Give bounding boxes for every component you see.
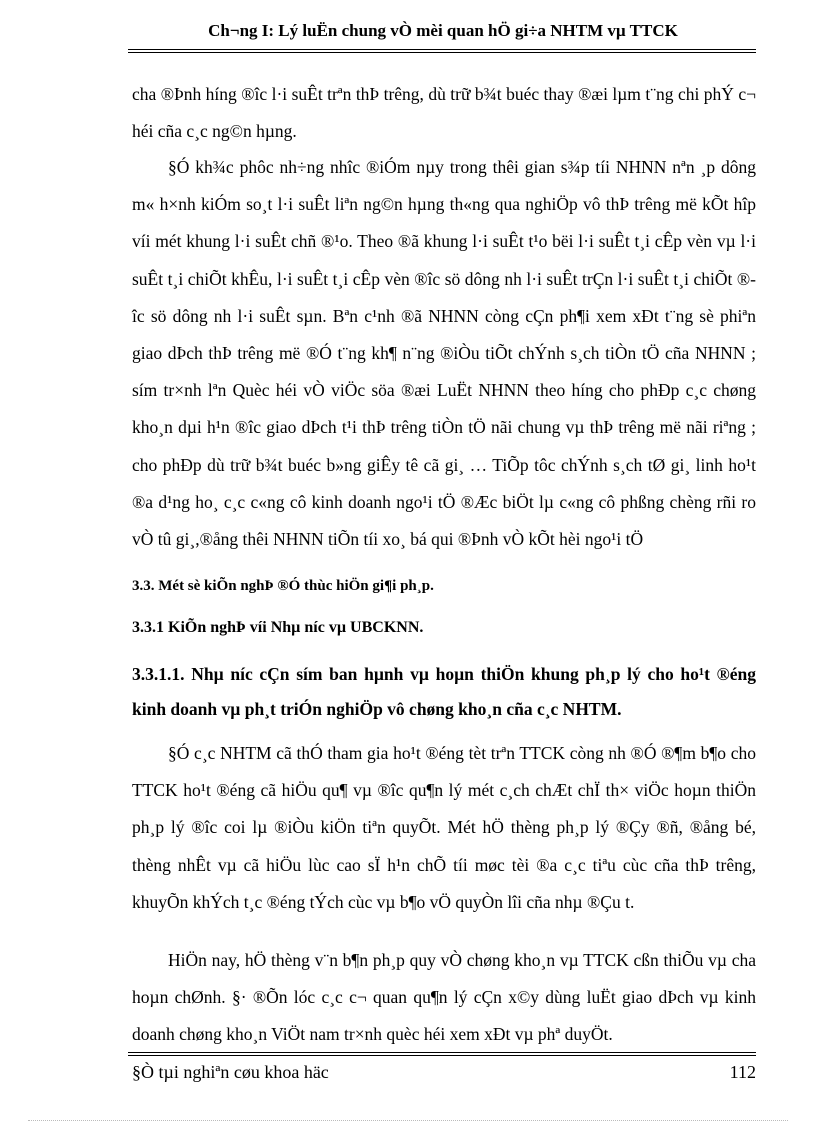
paragraph-4: HiÖn nay, hÖ thèng v¨n b¶n ph¸p quy vÒ chøng kho¸n vµ TTCK cßn thiÕu vµ cha hoµn chØnh. §· ®Õn lóc c¸c c¬ quan qu¶n lý cÇn x©y dùng luËt giao dÞch vµ kinh doanh chøng kho¸n ViÖt nam tr×nh quèc héi xem xÐt vµ phª duyÖt. — [132, 950, 756, 1045]
subsection-heading-3-3-1: 3.3.1 KiÕn nghÞ víi Nhµ níc vµ UBCKNN. — [132, 619, 424, 636]
footer-text: §Ò tµi nghiªn cøu khoa häc — [132, 1062, 329, 1082]
paragraph-1: cha ®Þnh híng ®îc l·i suÊt trªn thÞ trêng, dù trữ b¾t buéc thay ®æi lµm t¨ng chi phÝ c¬ héi cña c¸c ng©n hµng. — [132, 84, 756, 142]
footer-rule — [128, 1052, 756, 1053]
paragraph-2-container — [132, 149, 756, 558]
paragraph-3-container — [132, 735, 756, 921]
page-number: 112 — [729, 1062, 756, 1082]
paragraph-3: §Ó c¸c NHTM cã thÓ tham gia ho¹t ®éng tèt trªn TTCK còng nh ®Ó ®¶m b¶o cho TTCK ho¹t ®éng cã hiÖu qu¶ vµ ®îc qu¶n lý mét c¸ch chÆt chÏ th× viÖc hoµn thiÖn ph¸p lý ®îc coi lµ ®iÒu kiÖn tiªn quyÕt. Mét hÖ thèng ph¸p lý ®Çy ®ñ, ®ång bé, thèng nhÊt vµ cã hiÖu lùc cao sÏ h¹n chÕ tíi møc tèi ®a c¸c tiªu cùc cña thÞ trêng, khuyÕn khÝch t¸c ®éng tÝch cùc vµ b¶o vÖ quyÒn lîi cña nhµ ®Çu t. — [132, 743, 756, 912]
footer-rule-second — [128, 1055, 756, 1056]
subsubsection-heading-3-3-1-1: 3.3.1.1. Nhµ níc cÇn sím ban hµnh vµ hoµn thiÖn khung ph¸p lý cho ho¹t ®éng kinh doanh vµ ph¸t triÓn nghiÖp vô chøng kho¸n cña c¸c NHTM. — [132, 664, 756, 719]
running-header: Ch¬ng I: Lý luËn chung vÒ mèi quan hÖ gi÷a NHTM vµ TTCK — [208, 21, 678, 40]
paragraph-4-container — [132, 942, 756, 1054]
paragraph-1-container — [132, 76, 756, 150]
header-rule-second — [128, 52, 756, 53]
page-bottom-divider — [28, 1120, 788, 1121]
section-heading-3-3: 3.3. Mét sè kiÕn nghÞ ®Ó thùc hiÖn gi¶i ph¸p. — [132, 578, 434, 594]
paragraph-2: §Ó kh¾c phôc nh÷ng nhîc ®iÓm nµy trong thêi gian s¾p tíi NHNN nªn ¸p dông m« h×nh kiÓm so¸t l·i suÊt liªn ng©n hµng th«ng qua nghiÖp vô thÞ trêng më kÕt hîp víi mét khung l·i suÊt chñ ®¹o. Theo ®ã khung l·i suÊt t¹o bëi l·i suÊt t¸i cÊp vèn vµ l·i suÊt t¸i chiÕt khÊu, l·i suÊt t¸i cÊp vèn ®îc sö dông nh l·i suÊt trÇn l·i suÊt t¸i chiÕt ®îc sö dông nh l·i suÊt sµn. Bªn c¹nh ®ã NHNN còng cÇn ph¶i xem xÐt t¨ng sè phiªn giao dÞch thÞ trêng më ®Ó t¨ng kh¶ n¨ng ®iÒu tiÕt chÝnh s¸ch tiÒn tÖ cña NHNN ; sím tr×nh lªn Quèc héi vÒ viÖc söa ®æi LuËt NHNN theo híng cho phÐp c¸c chøng kho¸n dµi h¹n ®îc giao dÞch t¹i thÞ trêng tiÒn tÖ nãi chung vµ thÞ trêng më nãi riªng ; cho phÐp dù trữ b¾t buéc b»ng giÊy tê cã gi¸ … TiÕp tôc chÝnh s¸ch tØ gi¸ linh ho¹t ®a d¹ng ho¸ c¸c c«ng cô kinh doanh ngo¹i tÖ ®Æc biÖt lµ c«ng cô phßng chèng rñi ro vÒ tû gi¸,®ång thêi NHNN tiÕn tíi xo¸ bá qui ®Þnh vÒ kÕt hèi ngo¹i tÖ — [132, 157, 756, 550]
header-rule — [128, 49, 756, 50]
